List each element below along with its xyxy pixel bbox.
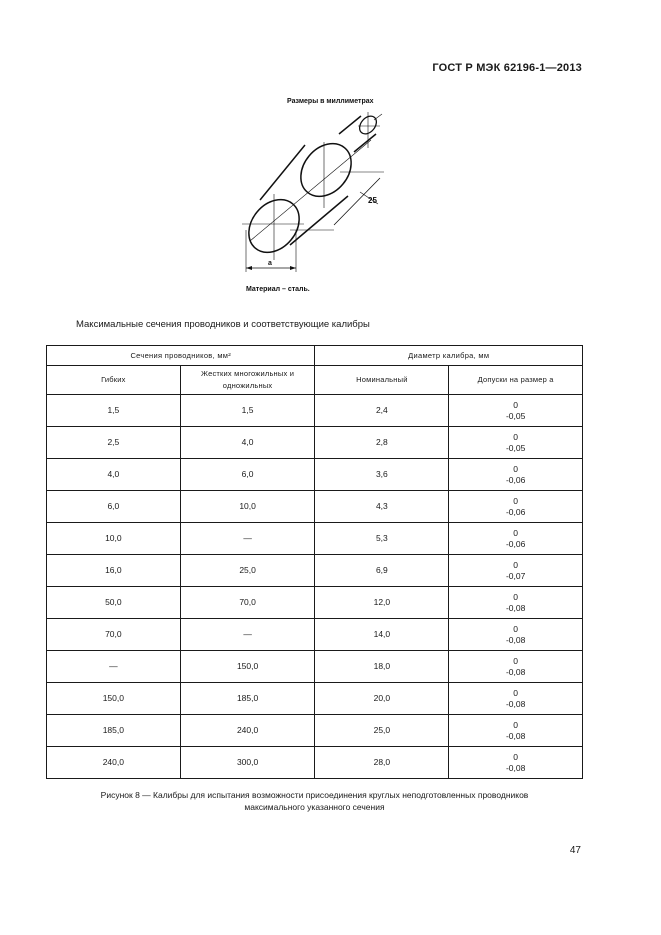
table-row [47,619,583,651]
cell-flexible: 1,5 [47,395,181,427]
cell-tolerance [449,619,583,651]
table-row [47,491,583,523]
dim-length: 25 [368,196,377,205]
page-number: 47 [569,845,581,856]
cell-nominal: 25,0 [315,715,449,747]
tolerance-upper: 0 [513,751,518,762]
cell-flexible: 4,0 [47,459,181,491]
cell-rigid: 300,0 [180,747,315,779]
cell-rigid: 1,5 [180,395,315,427]
table-row [47,427,583,459]
cell-flexible: 70,0 [47,619,181,651]
cell-tolerance [449,651,583,683]
cell-tolerance [449,555,583,587]
cell-rigid: 25,0 [180,555,315,587]
cell-rigid: 70,0 [180,587,315,619]
tolerance-lower: -0,08 [505,698,526,709]
tolerance-lower: -0,08 [505,602,526,613]
header-nominal: Номинальный [315,366,449,395]
tolerance-lower: -0,08 [505,730,526,741]
figure-caption [46,789,583,813]
cell-rigid: 240,0 [180,715,315,747]
cell-nominal: 20,0 [315,683,449,715]
tolerance-lower: -0,06 [505,474,526,485]
header-tolerance: Допуски на размер a [449,366,583,395]
cell-nominal: 18,0 [315,651,449,683]
cell-flexible: — [47,651,181,683]
dims-note: Размеры в миллиметрах [287,98,374,105]
cell-nominal: 28,0 [315,747,449,779]
header-diameter: Диаметр калибра, мм [315,346,583,366]
cell-flexible: 185,0 [47,715,181,747]
table-row [47,459,583,491]
cell-nominal: 6,9 [315,555,449,587]
cell-tolerance [449,491,583,523]
tolerance-upper: 0 [513,463,518,474]
cell-tolerance [449,587,583,619]
cell-tolerance [449,427,583,459]
cell-tolerance [449,395,583,427]
cell-tolerance [449,523,583,555]
cell-nominal: 12,0 [315,587,449,619]
table-row [47,587,583,619]
tolerance-upper: 0 [513,623,518,634]
tolerance-upper: 0 [513,399,518,410]
tolerance-lower: -0,07 [505,570,526,581]
document-code: ГОСТ Р МЭК 62196-1—2013 [432,62,582,74]
tolerance-upper: 0 [513,431,518,442]
tolerance-upper: 0 [513,719,518,730]
tolerance-upper: 0 [513,495,518,506]
tolerance-lower: -0,05 [505,410,526,421]
caption-line-2: максимального указанного сечения [244,802,385,812]
header-rigid: Жестких многожильных и одножильных [180,366,315,395]
cell-rigid: 10,0 [180,491,315,523]
tolerance-lower: -0,08 [505,762,526,773]
cell-tolerance [449,683,583,715]
table-row [47,555,583,587]
cell-nominal: 2,8 [315,427,449,459]
table-row [47,715,583,747]
cell-nominal: 4,3 [315,491,449,523]
gauge-drawing [230,90,400,300]
tolerance-lower: -0,08 [505,634,526,645]
cell-rigid: 185,0 [180,683,315,715]
cell-nominal: 2,4 [315,395,449,427]
tolerance-upper: 0 [513,559,518,570]
cell-flexible: 6,0 [47,491,181,523]
tolerance-lower: -0,06 [505,538,526,549]
cell-flexible: 150,0 [47,683,181,715]
cell-tolerance [449,747,583,779]
tolerance-upper: 0 [513,655,518,666]
tolerance-upper: 0 [513,591,518,602]
caption-line-1: Рисунок 8 — Калибры для испытания возможности присоединения круглых неподготовленных проводников [100,790,529,800]
cell-flexible: 240,0 [47,747,181,779]
tolerance-lower: -0,06 [505,506,526,517]
cell-nominal: 3,6 [315,459,449,491]
cell-nominal: 14,0 [315,619,449,651]
conductor-gauge-table [46,345,583,779]
cell-tolerance [449,715,583,747]
cell-flexible: 50,0 [47,587,181,619]
table-row [47,651,583,683]
cell-flexible: 10,0 [47,523,181,555]
cell-rigid: — [180,619,315,651]
tolerance-lower: -0,05 [505,442,526,453]
table-row [47,395,583,427]
material-note: Материал – сталь. [246,286,310,293]
cell-rigid: — [180,523,315,555]
tolerance-upper: 0 [513,687,518,698]
cell-rigid: 4,0 [180,427,315,459]
table-row [47,523,583,555]
header-flexible: Гибких [47,366,181,395]
table-title: Максимальные сечения проводников и соответствующие калибры [76,319,370,330]
tolerance-upper: 0 [513,527,518,538]
cell-flexible: 2,5 [47,427,181,459]
cell-tolerance [449,459,583,491]
table-row [47,683,583,715]
header-sections: Сечения проводников, мм² [47,346,315,366]
cell-rigid: 150,0 [180,651,315,683]
dim-a: a [268,260,272,267]
cell-nominal: 5,3 [315,523,449,555]
cell-flexible: 16,0 [47,555,181,587]
table-row [47,747,583,779]
cell-rigid: 6,0 [180,459,315,491]
tolerance-lower: -0,08 [505,666,526,677]
